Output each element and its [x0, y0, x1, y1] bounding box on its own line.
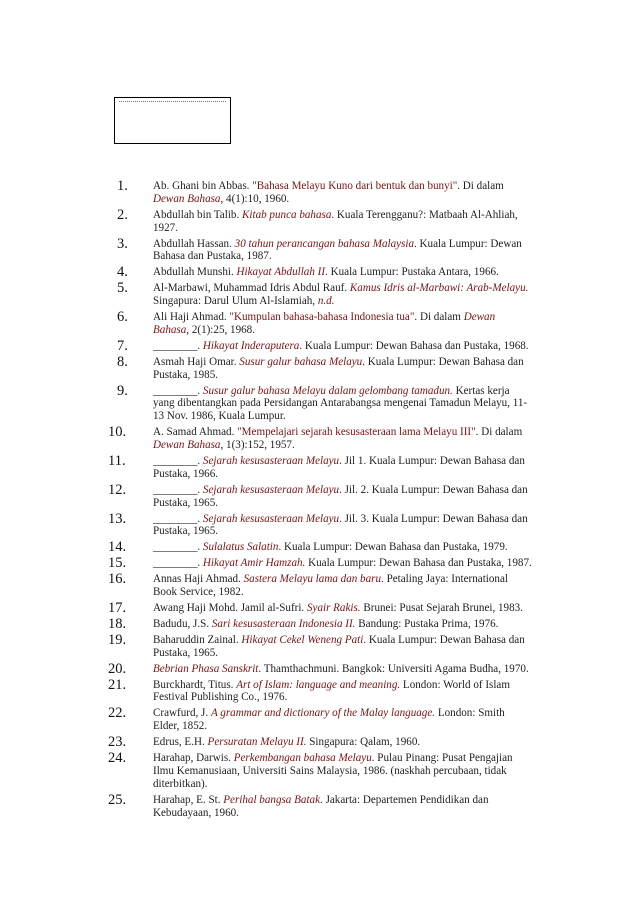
entry-author: Ali Haji Ahmad.	[153, 311, 230, 324]
entry-number: 22.	[108, 705, 127, 722]
bibliography-entry	[108, 235, 532, 264]
entry-author: Ab. Ghani bin Abbas.	[153, 180, 253, 192]
entry-title: Sejarah kesusasteraan Melayu	[202, 483, 340, 496]
entry-author: Baharuddin Zainal.	[153, 633, 242, 646]
entry-publication: London: Smith Elder, 1852.	[153, 707, 505, 733]
entry-number: 18.	[108, 615, 127, 632]
entry-number: 2.	[117, 206, 128, 223]
entry-connector: . Di dalam	[457, 180, 504, 192]
bibliography-entry	[108, 573, 532, 599]
bibliography-entry	[108, 631, 532, 660]
entry-publication: . Jil. 2. Kuala Lumpur: Dewan Bahasa dan Pustaka, 1965.	[153, 483, 528, 509]
bibliography-entry	[108, 382, 532, 424]
bibliography-entry	[108, 266, 532, 279]
entry-title: Perkembangan bahasa Melayu	[233, 752, 372, 765]
entry-connector: . Di dalam	[414, 311, 464, 324]
bibliography-entry	[108, 180, 532, 206]
entry-publication: , 1(3):152, 1957.	[220, 439, 295, 452]
bibliography-entry	[108, 426, 532, 452]
entry-title: Kitab punca bahasa	[242, 208, 332, 221]
entry-title: Susur galur bahasa Melayu	[239, 355, 363, 368]
entry-author: ________.	[153, 512, 203, 525]
entry-title: Dewan Bahasa	[153, 192, 221, 205]
bibliography-entry	[108, 311, 532, 337]
entry-number: 20.	[108, 660, 127, 677]
entry-article-title: "Kumpulan bahasa-bahasa Indonesia tua"	[229, 311, 415, 324]
bibliography-entry	[108, 615, 532, 632]
entry-number: 13.	[108, 510, 127, 527]
entry-title: Dewan Bahasa	[153, 439, 221, 452]
entry-publication: . Kuala Lumpur: Dewan Bahasa dan Pustaka, 1968.	[299, 339, 529, 352]
entry-title: A grammar and dictionary of the Malay language.	[210, 707, 436, 720]
entry-author: ________.	[153, 541, 203, 554]
entry-title: Bebrian Phasa Sanskrit	[153, 662, 259, 675]
entry-author: Abdullah bin Talib.	[153, 208, 242, 221]
entry-publication: . Kuala Lumpur: Pustaka Antara, 1966.	[325, 266, 499, 279]
entry-title: Hikayat Amir Hamzah.	[202, 557, 306, 570]
entry-author: Harahap, E. St.	[153, 793, 224, 806]
entry-publication: London: World of Islam Festival Publishing Co., 1976.	[153, 678, 510, 704]
entry-author: Asmah Haji Omar.	[153, 355, 240, 368]
entry-author: Crawfurd, J.	[153, 707, 211, 720]
entry-author: ________.	[153, 384, 203, 397]
bibliography-entry	[108, 452, 532, 481]
entry-author: ________.	[153, 454, 203, 467]
entry-connector: . Di dalam	[475, 426, 523, 439]
bibliography-entry	[108, 791, 532, 820]
bibliography-entry	[108, 752, 532, 791]
bibliography-entry	[108, 707, 532, 733]
entry-title: Hikayat Cekel Weneng Pati	[241, 633, 364, 646]
entry-article-title: "Bahasa Melayu Kuno dari bentuk dan bunyi"	[252, 180, 458, 192]
entry-title: Hikayat Abdullah II	[236, 266, 326, 279]
entry-publication: . Jil. 3. Kuala Lumpur: Dewan Bahasa dan Pustaka, 1965.	[153, 512, 528, 538]
entry-publication: Brunei: Pusat Sejarah Brunei, 1983.	[360, 601, 523, 614]
header-box-dotted-line	[119, 101, 226, 102]
entry-publication: . Pulau Pinang: Pusat Pengajian Ilmu Kemanusiaan, Universiti Sains Malaysia, 1986. (naskhah percubaan, tidak diterbitkan).	[153, 752, 513, 790]
entry-number: 10.	[108, 424, 127, 441]
entry-title: Sari kesusasteraan Indonesia II.	[211, 617, 356, 630]
bibliography-entry	[108, 206, 532, 235]
bibliography-entry	[108, 736, 532, 749]
entry-title: Dewan Bahasa	[153, 311, 496, 336]
entry-author: Badudu, J.S.	[153, 617, 212, 630]
entry-publication: . Kuala Terengganu?: Matbaah Al-Ahliah, 1927.	[153, 208, 518, 234]
entry-title: Perihal bangsa Batak	[223, 793, 321, 806]
entry-title: Art of Islam: language and meaning.	[236, 678, 401, 691]
entry-author: Abdullah Munshi.	[153, 266, 237, 279]
entry-author: ________.	[153, 339, 203, 352]
bibliography-entry	[108, 541, 532, 554]
entry-author: A. Samad Ahmad.	[153, 426, 238, 439]
bibliography-entry	[108, 282, 532, 308]
entry-article-title: "Mempelajari sejarah kesusasteraan lama Melayu III"	[237, 426, 476, 439]
entry-title: Sastera Melayu lama dan baru	[243, 573, 382, 586]
entry-number: 19.	[108, 631, 127, 648]
entry-title: Sejarah kesusasteraan Melayu	[202, 454, 340, 467]
entry-number: 9.	[117, 382, 128, 399]
entry-number: 1.	[117, 178, 128, 194]
entry-publication: , 2(1):25, 1968.	[186, 323, 255, 336]
bibliography-entry	[108, 337, 532, 354]
entry-number: 16.	[108, 571, 127, 588]
entry-publication: . Petaling Jaya: International Book Service, 1982.	[153, 573, 508, 599]
entry-publication: . Kuala Lumpur: Dewan Bahasa dan Pustaka, 1985.	[153, 355, 524, 381]
entry-number: 11.	[108, 452, 126, 469]
entry-author: Awang Haji Mohd. Jamil al-Sufri.	[153, 601, 307, 614]
entry-title: Syair Rakis.	[306, 601, 361, 614]
entry-publication: Singapura: Darul Ulum Al-Islamiah,	[153, 295, 318, 308]
entry-title: Persuratan Melayu II.	[207, 736, 307, 749]
bibliography-entry	[108, 353, 532, 382]
entry-number: 3.	[117, 235, 128, 252]
entry-title: Kamus Idris al-Marbawi: Arab-Melayu.	[349, 282, 529, 295]
entry-author: ________.	[153, 483, 203, 496]
bibliography-list	[108, 180, 532, 822]
entry-publication: , 4(1):10, 1960.	[220, 192, 290, 205]
entry-publication: . Kuala Lumpur: Dewan Bahasa dan Pustaka, 1979.	[278, 541, 508, 554]
entry-title: Hikayat Inderaputera	[202, 339, 300, 352]
entry-author: Harahap, Darwis.	[153, 752, 234, 765]
entry-number: 7.	[117, 337, 128, 354]
entry-publication: . Kuala Lumpur: Dewan Bahasa dan Pustaka, 1987.	[153, 237, 522, 263]
entry-publication: Bandung: Pustaka Prima, 1976.	[355, 617, 499, 630]
entry-title: Sulalatus Salatin	[202, 541, 279, 554]
entry-author: Annas Haji Ahmad.	[153, 573, 244, 586]
entry-title: Susur galur bahasa Melayu dalam gelombang tamadun.	[202, 384, 453, 397]
entry-number: 25.	[108, 791, 127, 808]
entry-publication: Kuala Lumpur: Dewan Bahasa dan Pustaka, 1987.	[305, 557, 532, 570]
entry-title: Sejarah kesusasteraan Melayu	[202, 512, 340, 525]
entry-publication: . Jakarta: Departemen Pendidikan dan Kebudayaan, 1960.	[153, 793, 489, 819]
entry-date-note: n.d.	[317, 295, 335, 308]
bibliography-entry	[108, 557, 532, 570]
entry-publication: Singapura: Qalam, 1960.	[306, 736, 421, 749]
entry-number: 24.	[108, 750, 127, 767]
entry-publication: . Thamthachmuni. Bangkok: Universiti Agama Budha, 1970.	[258, 662, 529, 675]
entry-number: 4.	[117, 264, 128, 281]
entry-number: 23.	[108, 734, 127, 751]
entry-number: 14.	[108, 539, 127, 556]
entry-publication: . Kuala Lumpur: Dewan Bahasa dan Pustaka, 1965.	[153, 633, 525, 659]
entry-number: 21.	[108, 676, 127, 693]
entry-number: 8.	[117, 353, 128, 370]
bibliography-entry	[108, 660, 532, 677]
header-box	[114, 97, 231, 144]
entry-author: Burckhardt, Titus.	[153, 678, 237, 691]
entry-number: 6.	[117, 309, 128, 326]
bibliography-entry	[108, 481, 532, 510]
entry-author: ________.	[153, 557, 203, 570]
entry-number: 12.	[108, 481, 127, 498]
entry-author: Abdullah Hassan.	[153, 237, 235, 250]
entry-number: 5.	[117, 280, 128, 297]
bibliography-entry	[108, 676, 532, 705]
entry-number: 15.	[108, 555, 127, 572]
entry-publication: Kertas kerja yang dibentangkan pada Persidangan Antarabangsa mengenai Tamadun Melayu, 11-13 Nov. 1986, Kuala Lumpur.	[153, 384, 528, 423]
entry-title: 30 tahun perancangan bahasa Malaysia	[234, 237, 414, 250]
entry-author: Al-Marbawi, Muhammad Idris Abdul Rauf.	[153, 282, 350, 295]
bibliography-entry	[108, 510, 532, 539]
entry-number: 17.	[108, 599, 127, 616]
entry-publication: . Jil 1. Kuala Lumpur: Dewan Bahasa dan Pustaka, 1966.	[153, 454, 525, 480]
entry-author: Edrus, E.H.	[153, 736, 208, 749]
bibliography-entry	[108, 599, 532, 616]
